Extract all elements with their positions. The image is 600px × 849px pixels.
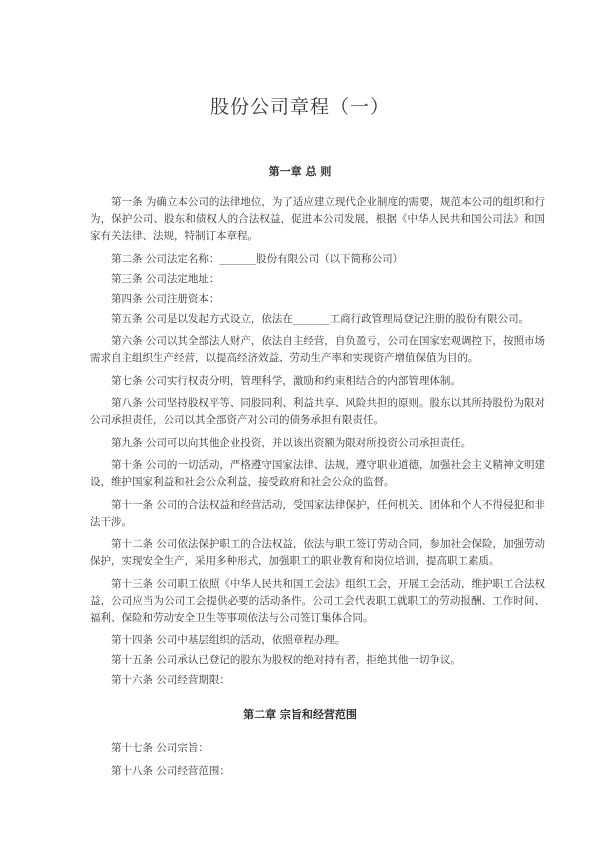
article-10: 第十条 公司的一切活动，严格遵守国家法律、法规，遵守职业道德，加强社会主义精神文明建设，维护国家利益和社会公众利益，接受政府和社会公众的监督。 <box>90 459 545 488</box>
article-3: 第三条 公司法定地址： <box>111 272 220 285</box>
article-8: 第八条 公司坚持股权平等、同股同利、利益共享、风险共担的原则。股东以其所持股份为限对公司承担责任，公司以其全部资产对公司的债务承担有限责任。 <box>90 397 545 426</box>
article-7: 第七条 公司实行权责分明，管理科学，激励和约束相结合的内部管理体制。 <box>111 374 461 387</box>
article-1: 第一条 为确立本公司的法律地位，为了适应建立现代企业制度的需要，规范本公司的组织和行为，保护公司、股东和债权人的合法权益，促进本公司发展，根据《中华人民共和国公司法》和国家有关法律、法规，特制订本章程。 <box>90 196 545 242</box>
article-18: 第十八条 公司经营范围： <box>111 764 230 777</box>
chapter-2-body <box>90 740 545 785</box>
article-17: 第十七条 公司宗旨： <box>111 742 209 754</box>
article-16: 第十六条 公司经营期限： <box>111 674 230 686</box>
article-13: 第十三条 公司职工依照《中华人民共和国工会法》组织工会，开展工会活动，维护职工合法权益，公司应当为公司工会提供必要的活动条件。公司工会代表职工就职工的劳动报酬、工作时间、福利、保险和劳动安全卫生等事项依法与公司签订集体合同。 <box>90 577 545 624</box>
article-5: 第五条 公司是以发起方式设立，依法在_______工商行政管理局登记注册的股份有限公司。 <box>111 312 530 325</box>
article-14: 第十四条 公司中基层组织的活动，依照章程办理。 <box>111 634 346 646</box>
article-12: 第十二条 公司依法保护职工的合法权益，依法与职工签订劳动合同，参加社会保险，加强劳动保护，实现安全生产，采用多种形式，加强职工的职业教育和岗位培训，提高职工素质。 <box>90 538 545 567</box>
document-title: 股份公司章程（一） <box>209 96 390 118</box>
article-4: 第四条 公司注册资本： <box>111 292 220 305</box>
article-11: 第十一条 公司的合法权益和经营活动，受国家法律保护，任何机关、团体和个人不得侵犯和非法干涉。 <box>90 498 545 528</box>
article-9: 第九条 公司可以向其他企业投资，并以该出资额为限对所投资公司承担责任。 <box>111 436 472 449</box>
article-15: 第十五条 公司承认已登记的股东为股权的绝对持有者，拒绝其他一切争议。 <box>111 654 461 666</box>
chapter-1-heading: 第一章 总 则 <box>268 165 332 178</box>
chapter-2-heading: 第二章 宗旨和经营范围 <box>243 708 357 721</box>
chapter-1-body <box>90 194 545 692</box>
article-2: 第二条 公司法定名称：_______股份有限公司（以下简称公司） <box>111 252 404 265</box>
article-6: 第六条 公司以其全部法人财产，依法自主经营，自负盈亏，公司在国家宏观调控下，按照市场需求自主组织生产经营，以提高经济效益、劳动生产率和实现资产增值保值为目的。 <box>90 335 545 364</box>
